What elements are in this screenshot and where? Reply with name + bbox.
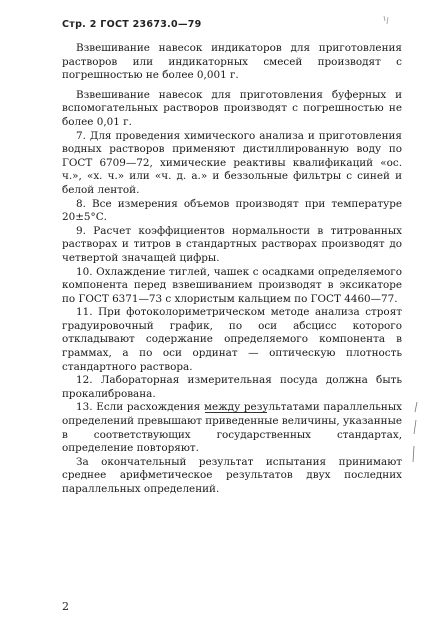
margin-tick-icon (382, 15, 392, 29)
paragraph-indicator-weighing: Взвешивание навесок индикаторов для приготовления растворов или индикаторных смесей производят с погрешностью не более 0,001 г. (62, 42, 402, 82)
paragraph-item-12: 12. Лабораторная измерительная посуда должна быть прокалибрована. (62, 374, 402, 400)
page-header: Стр. 2 ГОСТ 23673.0—79 (62, 19, 202, 30)
margin-pencil-icon (408, 400, 420, 470)
margin-tick-mark (382, 15, 392, 32)
section-divider (205, 412, 267, 413)
paragraph-item-11: 11. При фотоколориметрическом методе анализа строят градуировочный график, по оси абсцисс которого откладывают содержание определяемого компонента в граммах, а по оси ординат — оптическую плотность стандартного раствора. (62, 306, 402, 373)
page-number: 2 (62, 600, 69, 613)
margin-pencil-marks (408, 400, 420, 470)
paragraph-final-result: За окончательный результат испытания принимают среднее арифметическое результатов двух последних параллельных определений. (62, 455, 402, 495)
paragraph-item-9: 9. Расчет коэффициентов нормальности в титрованных растворах и титров в стандартных растворах производят до четвертой значащей цифры. (62, 224, 402, 264)
paragraph-buffer-weighing: Взвешивание навесок для приготовления буферных и вспомогательных растворов производят с погрешностью не более 0,01 г. (62, 88, 402, 128)
paragraph-item-10: 10. Охлаждение тиглей, чашек с осадками определяемого компонента перед взвешиванием производят в эксикаторе по ГОСТ 6371—73 с хлористым кальцием по ГОСТ 4460—77. (62, 265, 402, 305)
paragraph-item-7: 7. Для проведения химического анализа и приготовления водных растворов применяют дистиллированную воду по ГОСТ 6709—72, химические реактивы квалификаций «ос. ч.», «х. ч.» или «ч. д. а.» и беззольные фильтры с синей и белой лентой. (62, 129, 402, 196)
paragraph-item-13: 13. Если расхождения между результатами параллельных определений превышают приведенные величины, указанные в соответствующих государственных стандартах, определение повторяют. (62, 401, 402, 455)
document-body (62, 42, 402, 497)
paragraph-item-8: 8. Все измерения объемов производят при температуре 20±5°С. (62, 197, 402, 224)
